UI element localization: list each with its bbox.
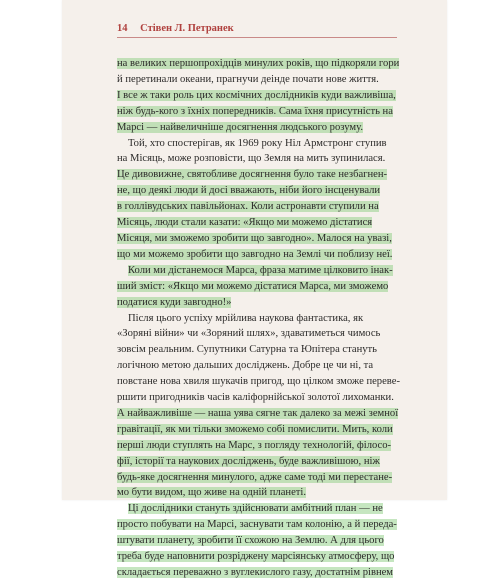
- text-line: [117, 454, 407, 470]
- text-line: [117, 470, 407, 486]
- highlighted-text: Місяць, люди стали казати: «Якщо ми можемо дістатися: [117, 217, 373, 229]
- highlighted-text: перші люди ступлять на Марс, з погляду технологій, філосо-: [117, 439, 392, 451]
- text-line: [117, 247, 407, 263]
- text-line: [117, 549, 407, 565]
- text-line: [117, 358, 407, 374]
- highlighted-text: ніж будь-кого з їхніх попередників. Сама їхня присутність на: [117, 105, 393, 117]
- text-line: [117, 120, 407, 136]
- text-line: [117, 56, 407, 72]
- highlighted-text: І все ж таки роль цих космічних дослідників куди важливіша,: [117, 89, 396, 101]
- text-line: [117, 183, 407, 199]
- highlighted-text: будь-яке досягнення минулого, адже саме тоді ми перестане-: [117, 471, 393, 483]
- highlighted-text: Місяця, ми зможемо зробити що завгодно». Малося на увазі,: [117, 232, 392, 244]
- highlighted-text: не, що деякі люди й досі вважають, ніби його інсценували: [117, 185, 381, 197]
- text-line: [117, 279, 407, 295]
- text-line: [117, 485, 407, 501]
- line-text: й перетинали океани, прагнучи деінде почати нове життя.: [117, 73, 379, 85]
- book-page: [62, 0, 447, 578]
- text-line: [117, 295, 407, 311]
- text-line: [117, 533, 407, 549]
- text-line: [117, 374, 407, 390]
- highlighted-text: штувати планету, зробити її схожою на Землю. А для цього: [117, 535, 384, 547]
- text-line: [117, 565, 407, 581]
- text-line: [117, 263, 407, 279]
- highlighted-text: Марсі — найвеличніше досягнення людського розуму.: [117, 121, 363, 133]
- line-text: ршити пригодників часів каліфорнійської золотої лихоманки.: [117, 392, 394, 404]
- line-text: зовсім реальним. Супутники Сатурна та Юпітера стануть: [117, 344, 378, 356]
- text-line: [117, 501, 407, 517]
- text-line: [117, 406, 407, 422]
- highlighted-text: податися куди завгодно!»: [117, 296, 232, 308]
- text-line: [117, 390, 407, 406]
- highlighted-text: Коли ми дістанемося Марса, фраза матиме цілковито інак-: [128, 264, 393, 276]
- text-line: [117, 311, 407, 327]
- highlighted-text: гравітації, як ми тільки зможемо собі помислити. Мить, коли: [117, 423, 393, 435]
- line-text: логічною метою дальших досліджень. Добре це чи ні, та: [117, 360, 374, 372]
- text-line: [117, 104, 407, 120]
- line-text: «Зоряні війни» чи «Зоряний шлях», здаватиметься чимось: [117, 328, 381, 340]
- highlighted-text: А найважливіше — наша уява сягне так далеко за межі земної: [117, 407, 399, 419]
- line-text: на Місяць, може розповісти, що Земля на мить зупинилася.: [117, 153, 386, 165]
- highlighted-text: складається переважно з вуглекислого газу, достатнім рівнем: [117, 567, 394, 578]
- text-line: [117, 342, 407, 358]
- highlighted-text: просто побувати на Марсі, заснувати там колонію, а й переда-: [117, 519, 397, 531]
- text-line: [117, 199, 407, 215]
- text-line: [117, 88, 407, 104]
- highlighted-text: що ми можемо зробити що завгодно на Землі чи поблизу неї.: [117, 248, 393, 260]
- text-line: [117, 136, 407, 152]
- highlighted-text: треба буде наповнити розріджену марсіянську атмосферу, що: [117, 551, 395, 563]
- line-text: Той, хто спостерігав, як 1969 року Ніл Армстронг ступив: [128, 137, 387, 149]
- text-line: [117, 167, 407, 183]
- highlighted-text: на великих першопрохідців минулих років, що підкоряли гори: [117, 58, 400, 69]
- highlighted-text: мо бути видом, що живе на одній планеті.: [117, 487, 307, 499]
- text-line: [117, 231, 407, 247]
- highlighted-text: Ці дослідники стануть здійснювати амбітний план — не: [128, 503, 383, 515]
- page-number: 14: [117, 23, 128, 34]
- text-line: [117, 517, 407, 533]
- line-text: Після цього успіху мрійлива наукова фантастика, як: [128, 312, 364, 324]
- text-line: [117, 438, 407, 454]
- text-line: [117, 422, 407, 438]
- body-text: [117, 56, 407, 581]
- header-divider: [117, 37, 397, 38]
- highlighted-text: фії, історії та наукових досліджень, буде важливішою, ніж: [117, 455, 380, 467]
- line-text: повстане нова хвиля шукачів пригод, що цілком зможе переве-: [117, 376, 400, 388]
- text-line: [117, 326, 407, 342]
- text-line: [117, 151, 407, 167]
- text-line: [117, 72, 407, 88]
- running-header: [117, 23, 234, 34]
- highlighted-text: в голлівудських павільйонах. Коли астронавти ступили на: [117, 201, 379, 213]
- running-header-author: Стівен Л. Петранек: [140, 23, 234, 34]
- highlighted-text: ший зміст: «Якщо ми можемо дістатися Марса, ми зможемо: [117, 280, 389, 292]
- text-line: [117, 215, 407, 231]
- highlighted-text: Це дивовижне, святобливе досягнення було таке незбагнен-: [117, 169, 388, 181]
